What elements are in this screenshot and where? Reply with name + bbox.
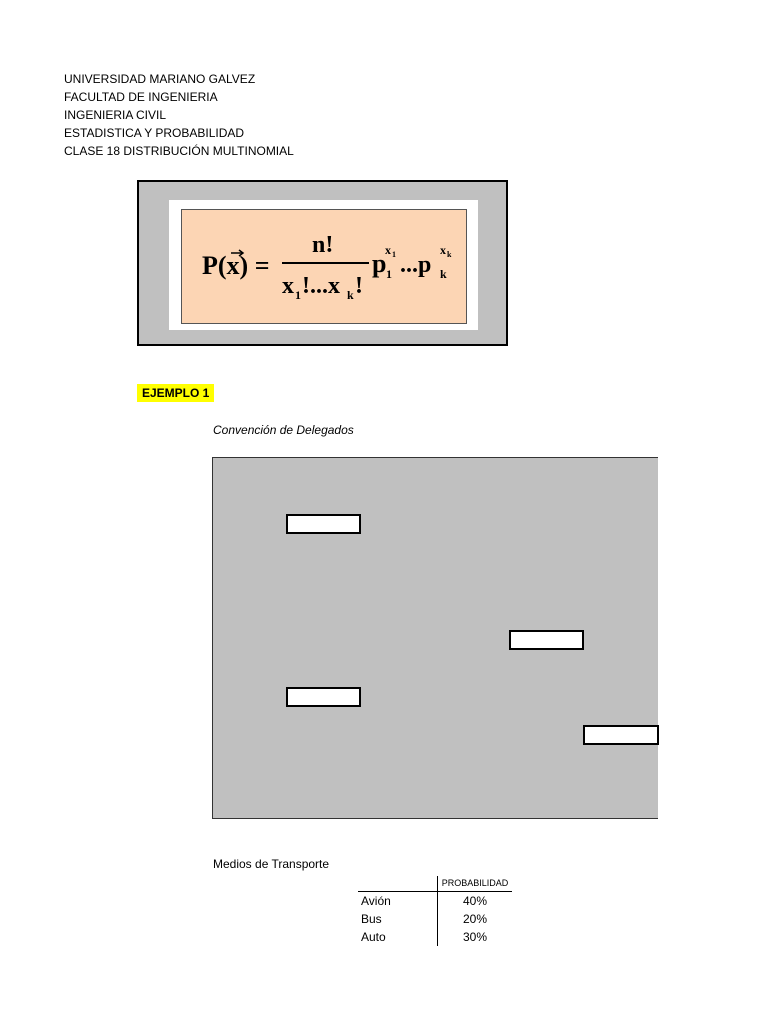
- formula-image: [182, 210, 468, 325]
- diagram-box: [509, 630, 584, 650]
- program-name: INGENIERIA CIVIL: [64, 108, 167, 122]
- table-header-empty: [358, 876, 438, 892]
- row-label: Bus: [361, 912, 382, 926]
- formula-frame: [137, 180, 508, 346]
- row-value: 40%: [438, 892, 513, 911]
- table-header-row: [358, 876, 512, 892]
- svg-text:n!: n!: [312, 232, 334, 258]
- formula-mat: [169, 200, 478, 330]
- row-value: 30%: [438, 928, 513, 946]
- table-row: [358, 910, 512, 928]
- faculty-name: FACULTAD DE INGENIERIA: [64, 90, 218, 104]
- svg-text:x: x: [385, 243, 391, 257]
- svg-text:x: x: [440, 243, 446, 257]
- example-badge: EJEMPLO 1: [137, 384, 214, 402]
- svg-text:k: k: [447, 250, 452, 259]
- course-name: ESTADISTICA Y PROBABILIDAD: [64, 126, 245, 140]
- svg-text:k: k: [440, 267, 447, 281]
- svg-text:...p: ...p: [400, 252, 432, 278]
- row-label: Auto: [361, 930, 386, 944]
- row-label: Avión: [361, 894, 391, 908]
- university-name: UNIVERSIDAD MARIANO GALVEZ: [64, 72, 256, 86]
- example-title: Convención de Delegados: [213, 423, 354, 437]
- svg-text:1: 1: [392, 250, 396, 259]
- table-row: [358, 928, 512, 946]
- diagram-box: [583, 725, 659, 745]
- diagram-box: [286, 687, 361, 707]
- document-header: [64, 70, 294, 160]
- svg-text:!: !: [355, 273, 363, 299]
- svg-text:x: x: [282, 273, 294, 299]
- row-value: 20%: [438, 910, 513, 928]
- svg-text:1: 1: [295, 288, 301, 302]
- svg-text:p: p: [372, 249, 387, 278]
- svg-text:k: k: [347, 288, 354, 302]
- class-title: CLASE 18 DISTRIBUCIÓN MULTINOMIAL: [64, 144, 294, 158]
- diagram-box: [286, 514, 361, 534]
- table-header-probability: PROBABILIDAD: [438, 876, 513, 892]
- probability-table: [358, 876, 512, 946]
- svg-text:1: 1: [386, 267, 392, 281]
- svg-text:P(x) =: P(x) =: [202, 251, 270, 280]
- delegates-diagram: [212, 457, 658, 819]
- multinomial-formula: [181, 209, 467, 324]
- transport-label: Medios de Transporte: [213, 857, 330, 871]
- svg-text:!...x: !...x: [302, 273, 340, 299]
- table-row: [358, 892, 512, 911]
